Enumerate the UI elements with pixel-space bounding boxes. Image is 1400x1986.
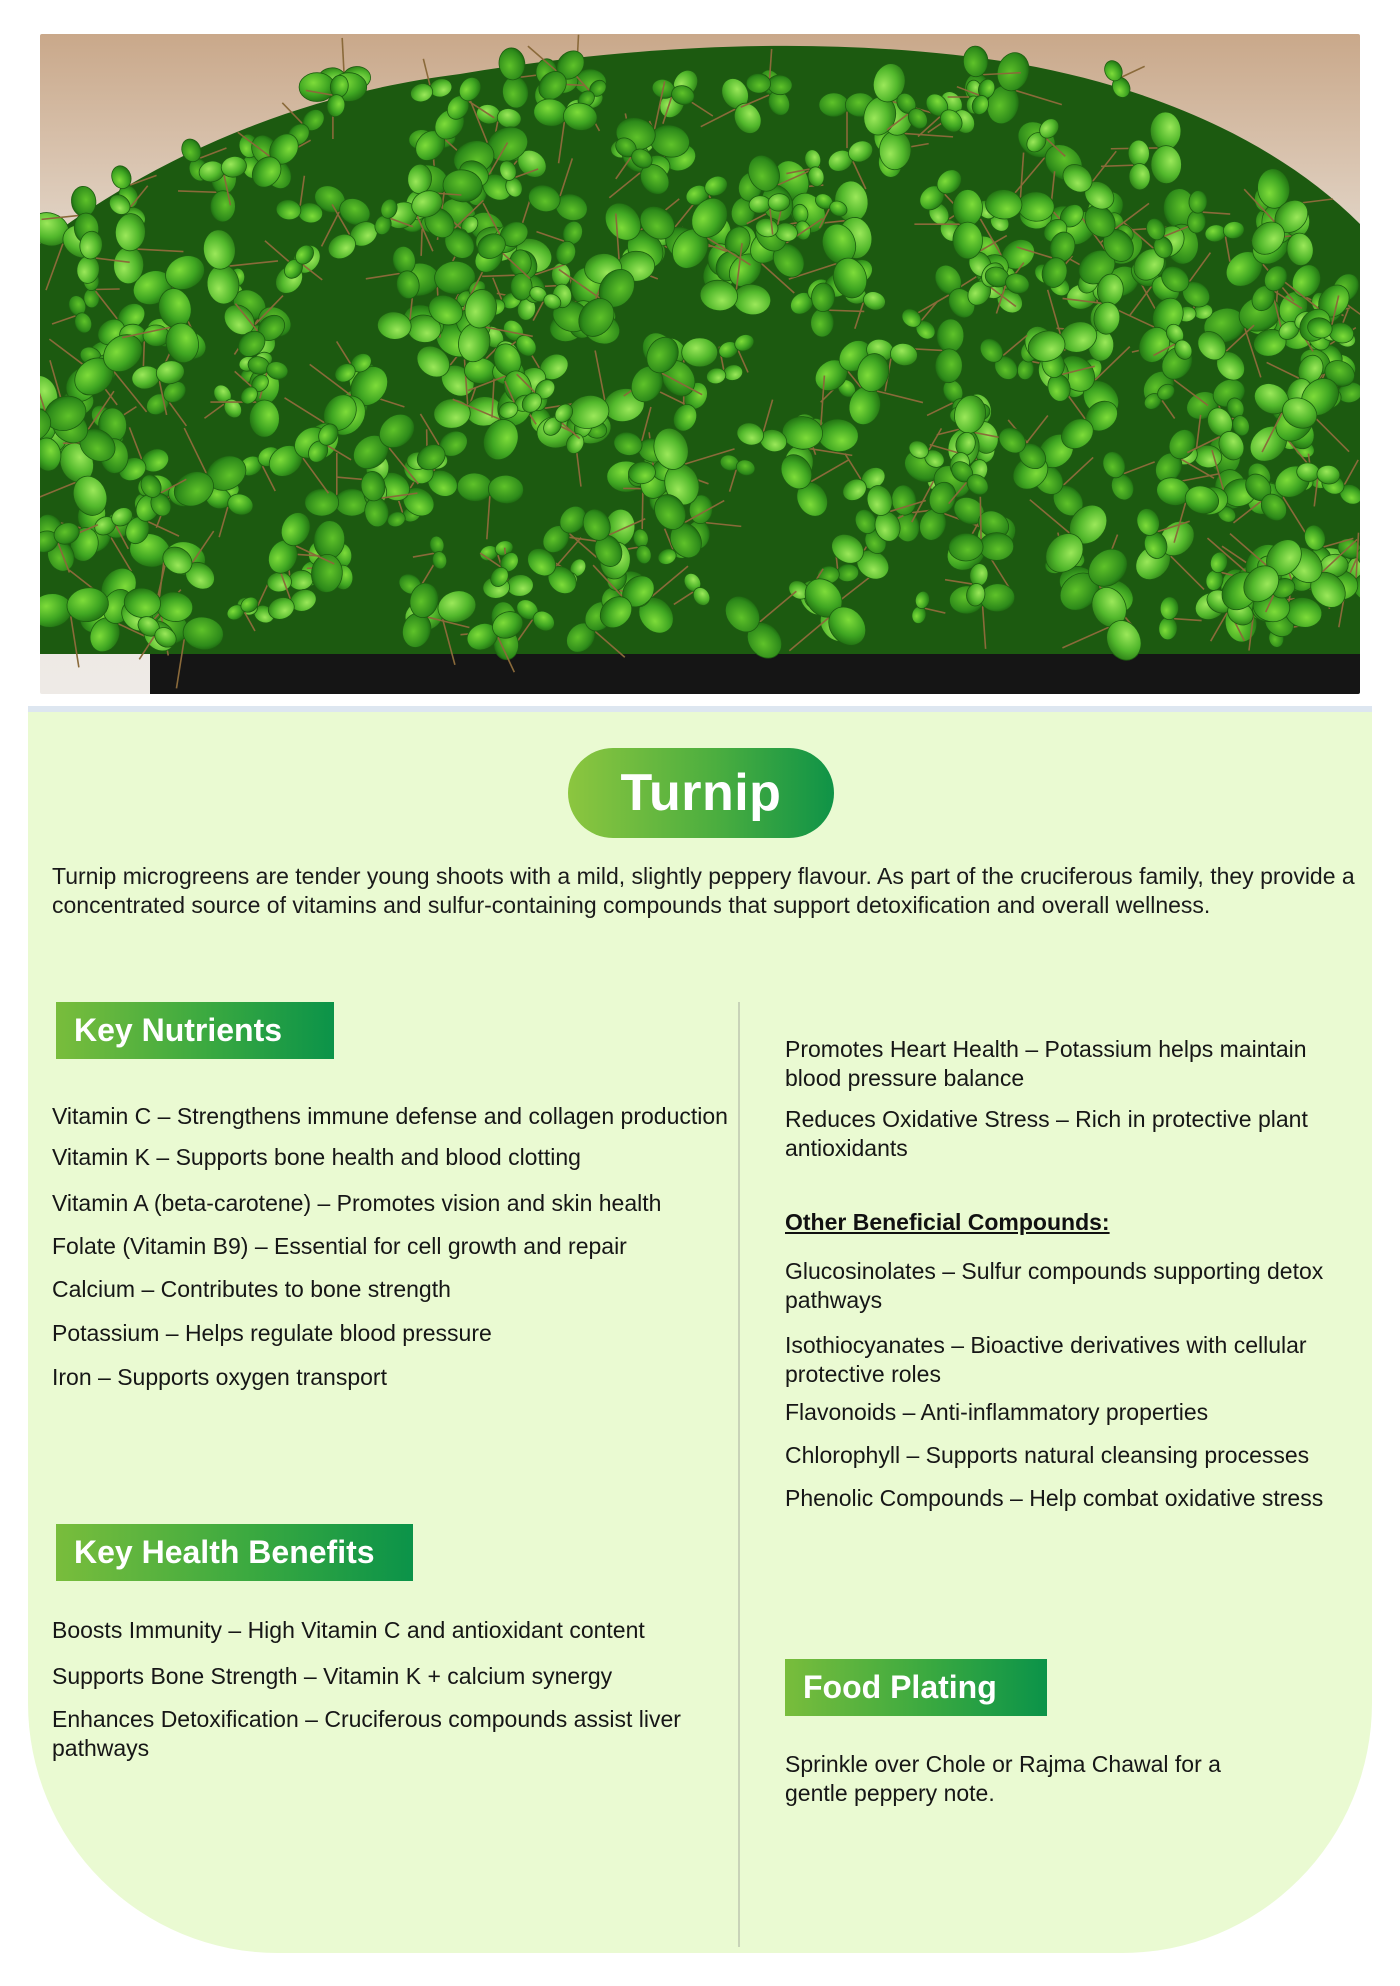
- list-item: Vitamin K – Supports bone health and blood clotting: [52, 1144, 581, 1170]
- list-item: Potassium – Helps regulate blood pressure: [52, 1320, 492, 1346]
- compounds-list: [785, 1257, 1370, 1513]
- list-item: Promotes Heart Health – Potassium helps maintain blood pressure balance: [785, 1036, 1307, 1091]
- list-item: Enhances Detoxification – Cruciferous compounds assist liver pathways: [52, 1706, 681, 1761]
- list-item: Glucosinolates – Sulfur compounds supporting detox pathways: [785, 1258, 1324, 1313]
- food-plating-heading: Food Plating: [785, 1659, 1047, 1716]
- key-nutrients-heading: Key Nutrients: [56, 1002, 334, 1059]
- microgreens-illustration: [40, 34, 1360, 694]
- info-card: [28, 706, 1372, 1953]
- benefits-list: [52, 1616, 682, 1763]
- list-item: Isothiocyanates – Bioactive derivatives with cellular protective roles: [785, 1332, 1307, 1387]
- list-item: Folate (Vitamin B9) – Essential for cell growth and repair: [52, 1233, 627, 1259]
- list-item: Boosts Immunity – High Vitamin C and antioxidant content: [52, 1617, 645, 1643]
- list-item: Vitamin A (beta-carotene) – Promotes vision and skin health: [52, 1190, 662, 1216]
- benefits-list-continued: [785, 1035, 1365, 1163]
- nutrients-list: [52, 1102, 742, 1392]
- key-health-benefits-heading: Key Health Benefits: [56, 1524, 413, 1581]
- list-item: Flavonoids – Anti-inflammatory properties: [785, 1399, 1209, 1425]
- intro-paragraph: Turnip microgreens are tender young shoots with a mild, slightly peppery flavour. As part of the cruciferous family, they provide a concentrated source of vitamins and sulfur-containing compounds that support detoxification and overall wellness.: [52, 863, 1355, 918]
- page-title: Turnip: [568, 748, 834, 838]
- other-compounds-heading: Other Beneficial Compounds:: [785, 1209, 1110, 1235]
- food-plating-text: Sprinkle over Chole or Rajma Chawal for a gentle peppery note.: [785, 1751, 1221, 1806]
- list-item: Vitamin C – Strengthens immune defense and collagen production: [52, 1103, 728, 1129]
- list-item: Phenolic Compounds – Help combat oxidative stress: [785, 1485, 1324, 1511]
- list-item: Iron – Supports oxygen transport: [52, 1364, 387, 1390]
- list-item: Reduces Oxidative Stress – Rich in protective plant antioxidants: [785, 1106, 1308, 1161]
- list-item: Calcium – Contributes to bone strength: [52, 1276, 451, 1302]
- microgreens-photo: [40, 34, 1360, 694]
- list-item: Chlorophyll – Supports natural cleansing processes: [785, 1442, 1310, 1468]
- list-item: Supports Bone Strength – Vitamin K + calcium synergy: [52, 1663, 613, 1689]
